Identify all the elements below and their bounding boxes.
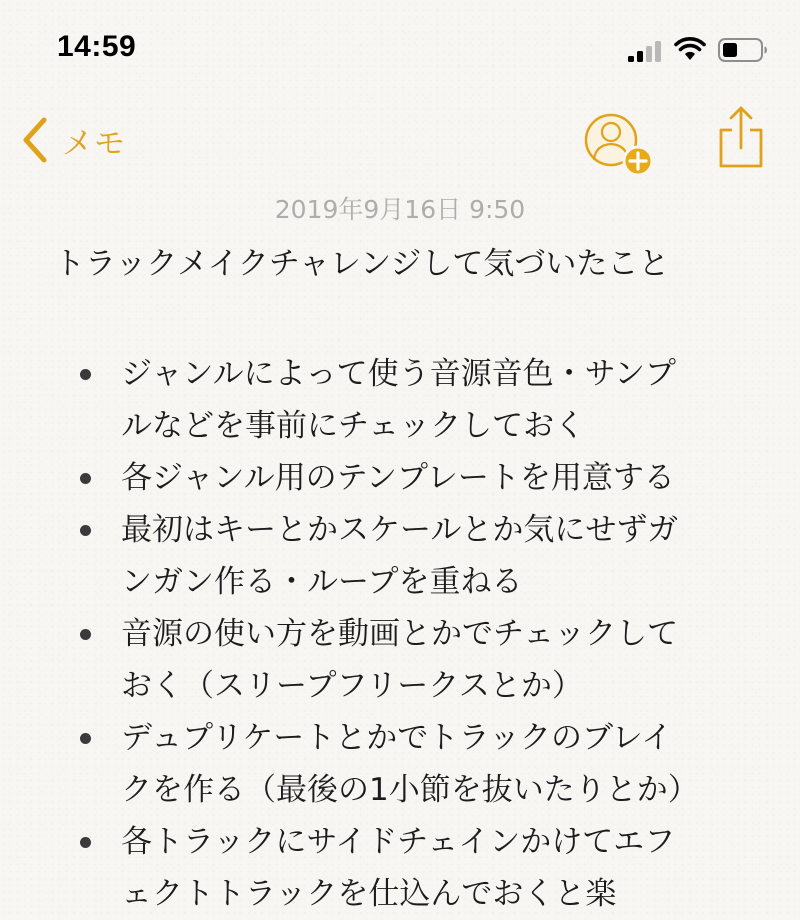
list-item-line: 各ジャンル用のテンプレートを用意する [121,460,675,496]
note-timestamp: 2019年9月16日 9:50 [274,195,526,224]
share-icon[interactable] [716,104,766,170]
list-item-line: おく（スリープフリークスとか） [121,668,583,704]
list-item [54,348,741,452]
list-item [54,608,741,712]
note-body[interactable] [54,238,774,920]
blank-line [54,290,774,342]
back-label: メモ [62,125,126,162]
list-item-line: ンガン作る・ループを重ねる [121,564,523,600]
back-button[interactable] [20,112,126,168]
battery-icon [718,38,768,62]
add-people-icon[interactable] [583,110,659,178]
list-item-line: 最初はキーとかスケールとか気にせずガ [121,512,679,548]
list-item [54,712,741,816]
list-item-line: 音源の使い方を動画とかでチェックして [121,616,679,652]
status-time: 14:59 [57,30,137,63]
cellular-signal-icon [628,40,664,62]
list-item [54,452,741,504]
list-item [54,816,741,920]
status-bar [0,0,800,92]
list-item-line: ルなどを事前にチェックしておく [121,408,586,444]
list-item-line: 各トラックにサイドチェインかけてエフ [121,824,676,860]
list-item-line: ェクトトラックを仕込んでおくと楽 [121,876,617,912]
navigation-bar [0,100,800,180]
list-item [54,504,741,608]
list-item-line: デュプリケートとかでトラックのブレイ [121,720,673,756]
note-title: トラックメイクチャレンジして気づいたこと [54,246,670,282]
chevron-left-icon [20,116,50,164]
list-item-line: ジャンルによって使う音源音色・サンプ [121,356,677,392]
bullet-list [54,348,774,920]
wifi-icon [674,36,706,62]
list-item-line: クを作る（最後の1小節を抜いたりとか） [121,772,699,808]
